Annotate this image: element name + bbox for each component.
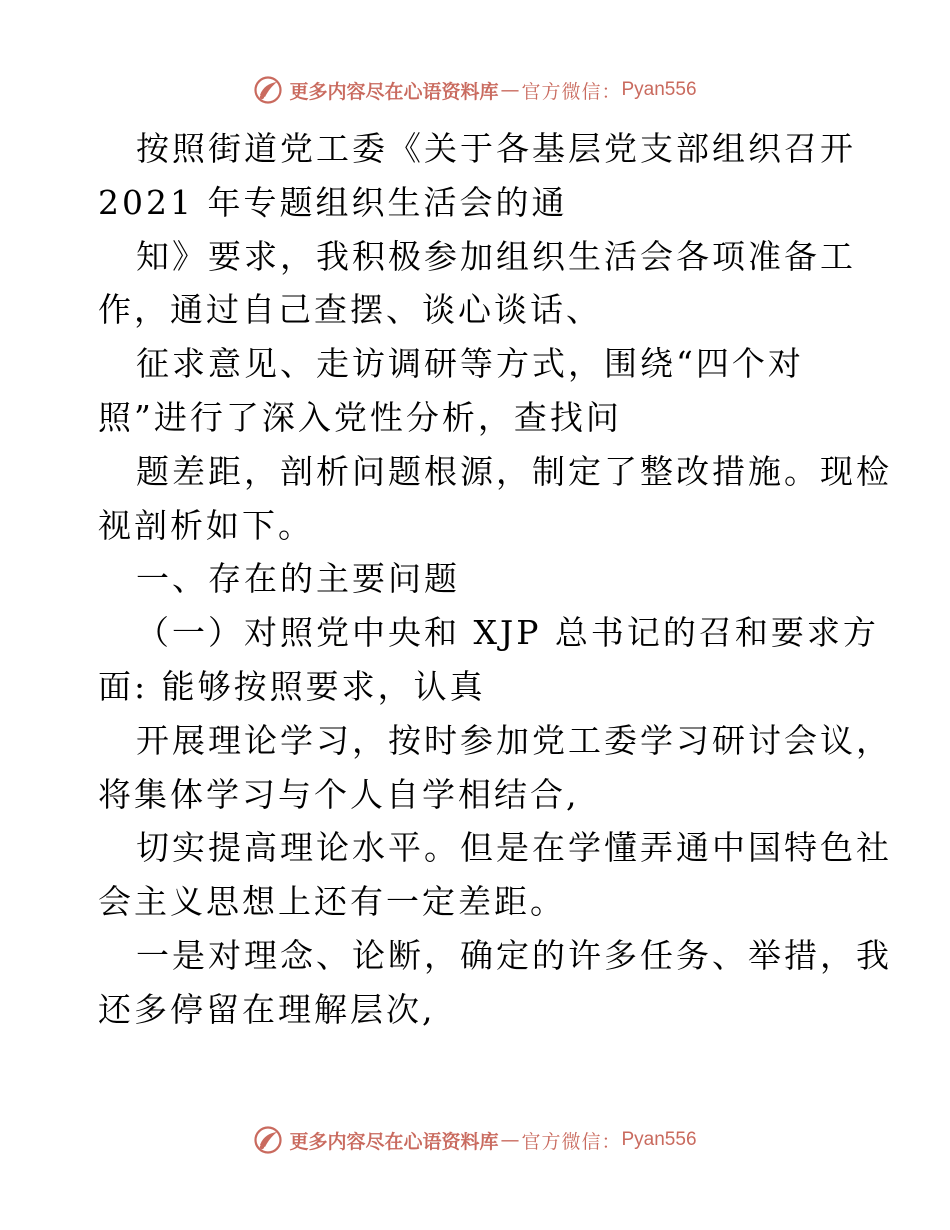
brush-logo-icon	[253, 75, 283, 105]
watermark-site-text: 更多内容尽在心语资料库	[289, 80, 499, 103]
body-line: 开展理论学习，按时参加党工委学习研讨会议，	[136, 720, 892, 760]
watermark-wechat-id: Pyan556	[621, 1129, 697, 1150]
body-line: 将集体学习与个人自学相结合,	[98, 774, 580, 814]
body-line: 面: 能够按照要求，认真	[98, 666, 486, 706]
watermark-wechat-id: Pyan556	[621, 79, 697, 100]
document-body	[98, 122, 892, 1037]
footer-watermark	[0, 1120, 950, 1160]
body-line: 会主义思想上还有一定差距。	[98, 882, 566, 922]
body-line: 作，通过自己查摆、谈心谈话、	[98, 290, 602, 330]
watermark-dash: —	[500, 79, 520, 101]
brush-logo-icon	[253, 1125, 283, 1155]
watermark-wechat-label: 官方微信：	[521, 80, 622, 103]
header-watermark	[0, 70, 950, 110]
body-line: 2021 年专题组织生活会的通	[98, 182, 568, 222]
body-line: 征求意见、走访调研等方式，围绕“四个对	[136, 344, 804, 384]
body-line: 题差距，剖析问题根源，制定了整改措施。现检	[136, 451, 892, 491]
body-line: （一）对照党中央和 XJP 总书记的召和要求方	[136, 613, 879, 653]
body-line: 照”进行了深入党性分析，查找问	[98, 397, 622, 437]
watermark-wechat-label: 官方微信：	[521, 1130, 622, 1153]
body-line: 视剖析如下。	[98, 505, 314, 545]
watermark-dash: —	[500, 1129, 520, 1151]
body-line: 切实提高理论水平。但是在学懂弄通中国特色社	[136, 828, 892, 868]
body-line: 一是对理念、论断，确定的许多任务、举措，我	[136, 935, 892, 975]
body-line: 知》要求，我积极参加组织生活会各项准备工	[136, 236, 856, 276]
watermark-site-text: 更多内容尽在心语资料库	[289, 1130, 499, 1153]
body-line: 一、存在的主要问题	[136, 559, 460, 599]
body-line: 还多停留在理解层次,	[98, 989, 436, 1029]
body-line: 按照街道党工委《关于各基层党支部组织召开	[136, 129, 856, 168]
